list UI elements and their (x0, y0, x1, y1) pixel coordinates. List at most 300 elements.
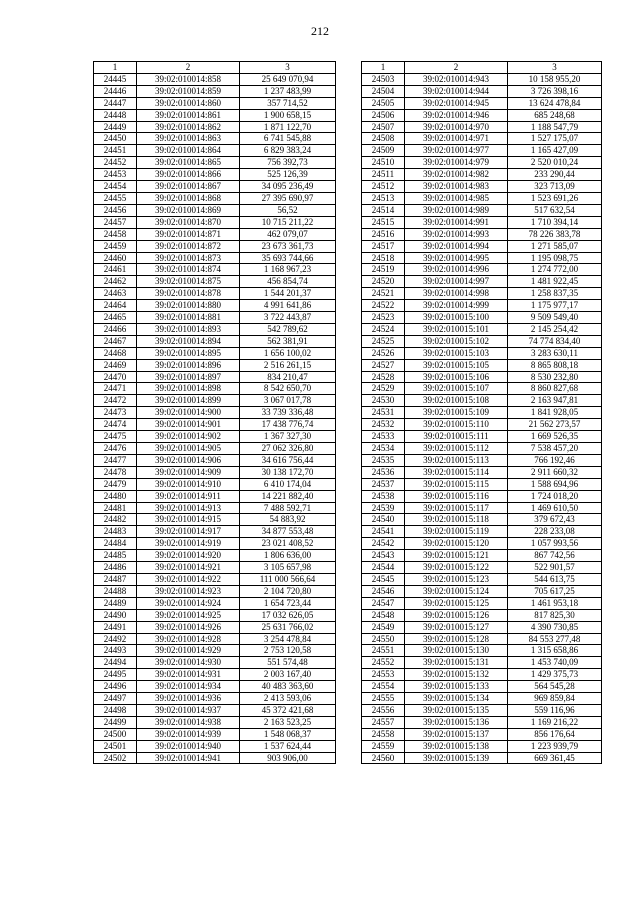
row-number: 24524 (362, 323, 405, 335)
table-row (94, 538, 336, 550)
cadastral-number: 39:02:010014:915 (137, 514, 240, 526)
table-row (94, 335, 336, 347)
cadastral-number: 39:02:010015:139 (405, 752, 508, 764)
row-number: 24457 (94, 216, 137, 228)
cadastral-value: 1 165 427,09 (508, 145, 602, 157)
cadastral-number: 39:02:010015:131 (405, 657, 508, 669)
cadastral-number: 39:02:010014:902 (137, 431, 240, 443)
cadastral-number: 39:02:010014:999 (405, 300, 508, 312)
table-row (94, 169, 336, 181)
table-row (94, 312, 336, 324)
table-row (362, 252, 602, 264)
cadastral-value: 17 438 776,74 (240, 419, 336, 431)
cadastral-number: 39:02:010014:917 (137, 526, 240, 538)
table-row (362, 419, 602, 431)
cadastral-value: 1 223 939,79 (508, 740, 602, 752)
row-number: 24456 (94, 204, 137, 216)
row-number: 24528 (362, 371, 405, 383)
row-number: 24551 (362, 645, 405, 657)
table-row (362, 181, 602, 193)
cadastral-number: 39:02:010014:989 (405, 204, 508, 216)
table-row (94, 288, 336, 300)
cadastral-value: 562 381,91 (240, 335, 336, 347)
cadastral-value: 3 105 657,98 (240, 562, 336, 574)
row-number: 24500 (94, 728, 137, 740)
row-number: 24475 (94, 431, 137, 443)
row-number: 24477 (94, 454, 137, 466)
cadastral-number: 39:02:010014:906 (137, 454, 240, 466)
row-number: 24527 (362, 359, 405, 371)
table-row (94, 431, 336, 443)
table-row (94, 609, 336, 621)
table-row (362, 312, 602, 324)
row-number: 24560 (362, 752, 405, 764)
cadastral-number: 39:02:010014:896 (137, 359, 240, 371)
cadastral-number: 39:02:010014:924 (137, 597, 240, 609)
row-number: 24521 (362, 288, 405, 300)
table-row (94, 264, 336, 276)
cadastral-value: 4 991 641,86 (240, 300, 336, 312)
table-row (362, 693, 602, 705)
row-number: 24479 (94, 478, 137, 490)
cadastral-number: 39:02:010014:941 (137, 752, 240, 764)
table-row (94, 490, 336, 502)
table-row (362, 550, 602, 562)
table-row (362, 240, 602, 252)
row-number: 24536 (362, 466, 405, 478)
cadastral-value: 4 390 730,85 (508, 621, 602, 633)
cadastral-number: 39:02:010014:923 (137, 585, 240, 597)
cadastral-value: 462 079,07 (240, 228, 336, 240)
row-number: 24445 (94, 73, 137, 85)
cadastral-number: 39:02:010014:868 (137, 192, 240, 204)
table-row (94, 347, 336, 359)
cadastral-number: 39:02:010014:875 (137, 276, 240, 288)
cadastral-value: 1 900 658,15 (240, 109, 336, 121)
row-number: 24473 (94, 407, 137, 419)
table-row (94, 73, 336, 85)
cadastral-value: 1 168 967,23 (240, 264, 336, 276)
cadastral-value: 856 176,64 (508, 728, 602, 740)
table-row (94, 681, 336, 693)
cadastral-number: 39:02:010014:920 (137, 550, 240, 562)
cadastral-value: 8 860 827,68 (508, 383, 602, 395)
cadastral-value: 1 195 098,75 (508, 252, 602, 264)
table-row (94, 704, 336, 716)
cadastral-value: 34 095 236,49 (240, 181, 336, 193)
row-number: 24505 (362, 97, 405, 109)
cadastral-number: 39:02:010014:905 (137, 443, 240, 455)
table-row (362, 752, 602, 764)
cadastral-value: 3 722 443,87 (240, 312, 336, 324)
cadastral-value: 1 537 624,44 (240, 740, 336, 752)
cadastral-number: 39:02:010014:881 (137, 312, 240, 324)
table-row (94, 585, 336, 597)
row-number: 24509 (362, 145, 405, 157)
cadastral-value: 2 145 254,42 (508, 323, 602, 335)
cadastral-value: 1 841 928,05 (508, 407, 602, 419)
column-header: 3 (508, 62, 602, 74)
cadastral-number: 39:02:010015:124 (405, 585, 508, 597)
cadastral-value: 27 395 690,97 (240, 192, 336, 204)
cadastral-value: 2 911 660,32 (508, 466, 602, 478)
table-row (362, 204, 602, 216)
table-row (94, 621, 336, 633)
cadastral-value: 1 175 977,17 (508, 300, 602, 312)
cadastral-number: 39:02:010015:106 (405, 371, 508, 383)
cadastral-value: 21 562 273,57 (508, 419, 602, 431)
table-row (362, 514, 602, 526)
row-number: 24458 (94, 228, 137, 240)
table-row (362, 371, 602, 383)
cadastral-value: 1 367 327,30 (240, 431, 336, 443)
table-row (362, 109, 602, 121)
table-row (94, 728, 336, 740)
cadastral-value: 30 138 172,70 (240, 466, 336, 478)
row-number: 24496 (94, 681, 137, 693)
cadastral-value: 551 574,48 (240, 657, 336, 669)
cadastral-number: 39:02:010015:138 (405, 740, 508, 752)
table-row (94, 407, 336, 419)
row-number: 24502 (94, 752, 137, 764)
row-number: 24484 (94, 538, 137, 550)
table-row (94, 478, 336, 490)
cadastral-value: 969 859,84 (508, 693, 602, 705)
page-number: 212 (311, 24, 329, 38)
cadastral-number: 39:02:010015:130 (405, 645, 508, 657)
row-number: 24545 (362, 573, 405, 585)
row-number: 24553 (362, 669, 405, 681)
table-row (94, 157, 336, 169)
row-number: 24465 (94, 312, 137, 324)
table-row (94, 181, 336, 193)
table-row (362, 478, 602, 490)
row-number: 24546 (362, 585, 405, 597)
cadastral-value: 766 192,46 (508, 454, 602, 466)
row-number: 24537 (362, 478, 405, 490)
row-number: 24495 (94, 669, 137, 681)
cadastral-value: 705 617,25 (508, 585, 602, 597)
cadastral-number: 39:02:010014:863 (137, 133, 240, 145)
row-number: 24539 (362, 502, 405, 514)
cadastral-value: 1 057 993,56 (508, 538, 602, 550)
row-number: 24486 (94, 562, 137, 574)
cadastral-number: 39:02:010014:926 (137, 621, 240, 633)
table-row (362, 526, 602, 538)
row-number: 24490 (94, 609, 137, 621)
row-number: 24487 (94, 573, 137, 585)
table-row (362, 347, 602, 359)
table-row (362, 335, 602, 347)
table-row (94, 359, 336, 371)
cadastral-number: 39:02:010014:880 (137, 300, 240, 312)
cadastral-number: 39:02:010015:135 (405, 704, 508, 716)
cadastral-value: 867 742,56 (508, 550, 602, 562)
row-number: 24466 (94, 323, 137, 335)
cadastral-value: 8 865 808,18 (508, 359, 602, 371)
row-number: 24516 (362, 228, 405, 240)
table-row (362, 443, 602, 455)
row-number: 24550 (362, 633, 405, 645)
table-row (94, 526, 336, 538)
cadastral-value: 13 624 478,84 (508, 97, 602, 109)
cadastral-number: 39:02:010014:874 (137, 264, 240, 276)
table-row (94, 633, 336, 645)
table-row (362, 359, 602, 371)
cadastral-value: 3 283 630,11 (508, 347, 602, 359)
table-row (94, 121, 336, 133)
cadastral-number: 39:02:010015:121 (405, 550, 508, 562)
cadastral-number: 39:02:010014:910 (137, 478, 240, 490)
row-number: 24518 (362, 252, 405, 264)
row-number: 24451 (94, 145, 137, 157)
cadastral-number: 39:02:010014:938 (137, 716, 240, 728)
cadastral-value: 45 372 421,68 (240, 704, 336, 716)
cadastral-value: 522 901,57 (508, 562, 602, 574)
cadastral-value: 1 710 394,14 (508, 216, 602, 228)
row-number: 24449 (94, 121, 137, 133)
cadastral-value: 1 669 526,35 (508, 431, 602, 443)
row-number: 24478 (94, 466, 137, 478)
cadastral-number: 39:02:010014:864 (137, 145, 240, 157)
cadastral-value: 323 713,09 (508, 181, 602, 193)
table-row (362, 621, 602, 633)
cadastral-number: 39:02:010014:878 (137, 288, 240, 300)
table-row (94, 276, 336, 288)
cadastral-number: 39:02:010014:871 (137, 228, 240, 240)
cadastral-value: 817 825,30 (508, 609, 602, 621)
cadastral-value: 233 290,44 (508, 169, 602, 181)
table-row (94, 85, 336, 97)
column-header: 1 (362, 62, 405, 74)
cadastral-value: 17 032 626,05 (240, 609, 336, 621)
table-header-row (362, 62, 602, 74)
cadastral-value: 1 453 740,09 (508, 657, 602, 669)
row-number: 24488 (94, 585, 137, 597)
cadastral-number: 39:02:010014:970 (405, 121, 508, 133)
cadastral-number: 39:02:010014:929 (137, 645, 240, 657)
table-row (94, 454, 336, 466)
cadastral-value: 2 753 120,58 (240, 645, 336, 657)
cadastral-value: 40 483 363,60 (240, 681, 336, 693)
cadastral-number: 39:02:010014:894 (137, 335, 240, 347)
row-number: 24494 (94, 657, 137, 669)
row-number: 24543 (362, 550, 405, 562)
cadastral-value: 8 542 650,70 (240, 383, 336, 395)
table-row (362, 562, 602, 574)
row-number: 24559 (362, 740, 405, 752)
cadastral-number: 39:02:010015:111 (405, 431, 508, 443)
cadastral-value: 1 481 922,45 (508, 276, 602, 288)
table-row (94, 752, 336, 764)
cadastral-value: 1 523 691,26 (508, 192, 602, 204)
table-row (94, 109, 336, 121)
cadastral-number: 39:02:010015:102 (405, 335, 508, 347)
table-row (362, 645, 602, 657)
row-number: 24535 (362, 454, 405, 466)
cadastral-number: 39:02:010014:865 (137, 157, 240, 169)
cadastral-number: 39:02:010015:105 (405, 359, 508, 371)
right-table (361, 61, 602, 764)
cadastral-number: 39:02:010014:943 (405, 73, 508, 85)
cadastral-value: 9 509 549,40 (508, 312, 602, 324)
table-row (94, 204, 336, 216)
table-row (362, 121, 602, 133)
table-row (362, 276, 602, 288)
table-row (362, 73, 602, 85)
cadastral-number: 39:02:010014:869 (137, 204, 240, 216)
cadastral-number: 39:02:010014:866 (137, 169, 240, 181)
row-number: 24463 (94, 288, 137, 300)
row-number: 24483 (94, 526, 137, 538)
cadastral-number: 39:02:010014:901 (137, 419, 240, 431)
row-number: 24497 (94, 693, 137, 705)
cadastral-number: 39:02:010014:895 (137, 347, 240, 359)
row-number: 24530 (362, 395, 405, 407)
cadastral-value: 1 654 723,44 (240, 597, 336, 609)
cadastral-number: 39:02:010015:133 (405, 681, 508, 693)
cadastral-number: 39:02:010014:998 (405, 288, 508, 300)
table-row (362, 300, 602, 312)
row-number: 24503 (362, 73, 405, 85)
cadastral-value: 517 632,54 (508, 204, 602, 216)
cadastral-number: 39:02:010015:132 (405, 669, 508, 681)
row-number: 24515 (362, 216, 405, 228)
table-row (362, 407, 602, 419)
table-row (362, 216, 602, 228)
cadastral-number: 39:02:010014:909 (137, 466, 240, 478)
row-number: 24538 (362, 490, 405, 502)
row-number: 24454 (94, 181, 137, 193)
cadastral-value: 1 258 837,35 (508, 288, 602, 300)
table-row (362, 145, 602, 157)
row-number: 24446 (94, 85, 137, 97)
cadastral-value: 6 829 383,24 (240, 145, 336, 157)
table-row (94, 240, 336, 252)
row-number: 24468 (94, 347, 137, 359)
cadastral-value: 2 163 947,81 (508, 395, 602, 407)
cadastral-number: 39:02:010015:100 (405, 312, 508, 324)
cadastral-number: 39:02:010014:985 (405, 192, 508, 204)
table-row (362, 585, 602, 597)
table-row (94, 443, 336, 455)
cadastral-value: 1 461 953,18 (508, 597, 602, 609)
table-row (94, 573, 336, 585)
row-number: 24493 (94, 645, 137, 657)
row-number: 24501 (94, 740, 137, 752)
cadastral-number: 39:02:010014:921 (137, 562, 240, 574)
cadastral-value: 2 104 720,80 (240, 585, 336, 597)
row-number: 24519 (362, 264, 405, 276)
row-number: 24512 (362, 181, 405, 193)
cadastral-value: 23 673 361,73 (240, 240, 336, 252)
cadastral-number: 39:02:010014:897 (137, 371, 240, 383)
cadastral-value: 2 003 167,40 (240, 669, 336, 681)
row-number: 24460 (94, 252, 137, 264)
cadastral-value: 14 221 882,40 (240, 490, 336, 502)
table-row (94, 145, 336, 157)
cadastral-value: 10 158 955,20 (508, 73, 602, 85)
cadastral-value: 74 774 834,40 (508, 335, 602, 347)
row-number: 24534 (362, 443, 405, 455)
cadastral-value: 228 233,08 (508, 526, 602, 538)
cadastral-number: 39:02:010015:127 (405, 621, 508, 633)
row-number: 24526 (362, 347, 405, 359)
cadastral-number: 39:02:010015:108 (405, 395, 508, 407)
cadastral-number: 39:02:010015:107 (405, 383, 508, 395)
cadastral-number: 39:02:010014:930 (137, 657, 240, 669)
cadastral-value: 3 726 398,16 (508, 85, 602, 97)
row-number: 24549 (362, 621, 405, 633)
cadastral-number: 39:02:010014:861 (137, 109, 240, 121)
cadastral-value: 834 210,47 (240, 371, 336, 383)
cadastral-number: 39:02:010015:110 (405, 419, 508, 431)
cadastral-value: 2 163 523,25 (240, 716, 336, 728)
cadastral-value: 78 226 383,78 (508, 228, 602, 240)
cadastral-value: 456 854,74 (240, 276, 336, 288)
cadastral-number: 39:02:010015:103 (405, 347, 508, 359)
table-row (362, 133, 602, 145)
cadastral-value: 1 527 175,07 (508, 133, 602, 145)
table-row (94, 657, 336, 669)
cadastral-number: 39:02:010014:997 (405, 276, 508, 288)
table-row (362, 157, 602, 169)
cadastral-number: 39:02:010014:862 (137, 121, 240, 133)
cadastral-value: 1 274 772,00 (508, 264, 602, 276)
cadastral-value: 34 877 553,48 (240, 526, 336, 538)
row-number: 24556 (362, 704, 405, 716)
right-table-body (362, 62, 602, 764)
row-number: 24453 (94, 169, 137, 181)
cadastral-value: 544 613,75 (508, 573, 602, 585)
table-row (362, 716, 602, 728)
row-number: 24532 (362, 419, 405, 431)
row-number: 24517 (362, 240, 405, 252)
row-number: 24481 (94, 502, 137, 514)
cadastral-number: 39:02:010015:116 (405, 490, 508, 502)
cadastral-number: 39:02:010015:134 (405, 693, 508, 705)
table-row (362, 264, 602, 276)
row-number: 24499 (94, 716, 137, 728)
row-number: 24552 (362, 657, 405, 669)
cadastral-number: 39:02:010015:101 (405, 323, 508, 335)
left-table (93, 61, 336, 764)
cadastral-value: 8 530 232,80 (508, 371, 602, 383)
table-row (362, 538, 602, 550)
row-number: 24470 (94, 371, 137, 383)
cadastral-value: 2 516 261,15 (240, 359, 336, 371)
table-row (362, 657, 602, 669)
row-number: 24447 (94, 97, 137, 109)
row-number: 24455 (94, 192, 137, 204)
cadastral-value: 1 188 547,79 (508, 121, 602, 133)
row-number: 24492 (94, 633, 137, 645)
table-row (94, 466, 336, 478)
cadastral-number: 39:02:010015:117 (405, 502, 508, 514)
row-number: 24459 (94, 240, 137, 252)
table-row (362, 740, 602, 752)
cadastral-number: 39:02:010015:123 (405, 573, 508, 585)
column-header: 2 (405, 62, 508, 74)
table-row (94, 550, 336, 562)
cadastral-number: 39:02:010015:115 (405, 478, 508, 490)
column-header: 2 (137, 62, 240, 74)
table-row (94, 645, 336, 657)
row-number: 24554 (362, 681, 405, 693)
row-number: 24469 (94, 359, 137, 371)
row-number: 24491 (94, 621, 137, 633)
row-number: 24507 (362, 121, 405, 133)
